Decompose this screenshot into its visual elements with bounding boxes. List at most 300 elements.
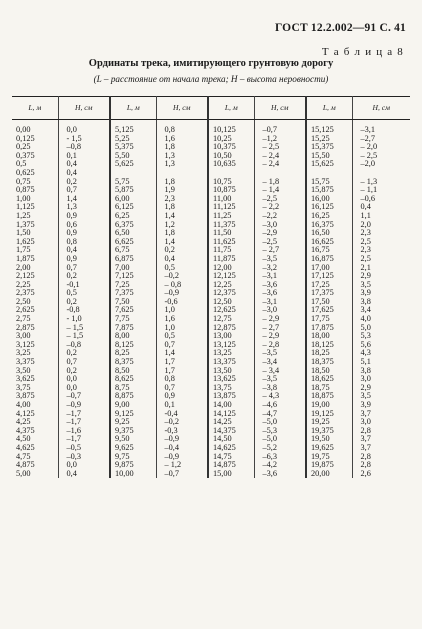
- cell-height: -0,3: [156, 427, 208, 436]
- cell-distance: 2,625: [12, 306, 58, 315]
- cell-distance: 13,50: [208, 367, 254, 376]
- cell-height: 0,0: [58, 120, 110, 135]
- cell-height: –2,9: [254, 229, 306, 238]
- cell-distance: 1,75: [12, 246, 58, 255]
- cell-height: –2,2: [254, 212, 306, 221]
- cell-height: 0,7: [58, 358, 110, 367]
- cell-distance: 9,50: [110, 435, 156, 444]
- cell-height: 0,8: [156, 120, 208, 135]
- cell-distance: 15,875: [306, 186, 352, 195]
- cell-distance: 16,375: [306, 221, 352, 230]
- cell-height: 2,5: [360, 236, 371, 246]
- cell-height: 0,2: [58, 178, 110, 187]
- cell-height: 0,5: [156, 332, 208, 341]
- cell-height: –3,0: [254, 221, 306, 230]
- cell-height: 3,9: [360, 288, 371, 298]
- column-header-h: H, см: [58, 97, 110, 120]
- cell-height: – 0,8: [156, 281, 208, 290]
- cell-distance: 12,00: [208, 264, 254, 273]
- cell-height: –3,6: [254, 289, 306, 298]
- cell-distance: 14,125: [208, 410, 254, 419]
- cell-height: 0,8: [156, 375, 208, 384]
- cell-height: –5,3: [254, 427, 306, 436]
- cell-distance: 15,00: [208, 470, 254, 479]
- cell-height: 0,4: [58, 470, 110, 479]
- cell-distance: 1,25: [12, 212, 58, 221]
- cell-height: 3,7: [360, 408, 371, 418]
- cell-height: 2,0: [360, 219, 371, 229]
- cell-distance: 4,50: [12, 435, 58, 444]
- cell-height: –2,7: [360, 133, 376, 143]
- table-header-row: [12, 97, 410, 120]
- cell-height: 3,5: [360, 279, 371, 289]
- cell-distance: 14,25: [208, 418, 254, 427]
- cell-height: –4,2: [254, 461, 306, 470]
- cell-distance: 11,125: [208, 203, 254, 212]
- cell-distance: 13,75: [208, 384, 254, 393]
- cell-distance: 6,875: [110, 255, 156, 264]
- cell-distance: 8,875: [110, 392, 156, 401]
- table-subtitle: (L – расстояние от начала трека; H – высота неровности): [93, 74, 329, 84]
- cell-distance: 12,50: [208, 298, 254, 307]
- cell-height: -0,6: [156, 298, 208, 307]
- cell-distance: 5,875: [110, 186, 156, 195]
- cell-distance: 16,50: [306, 229, 352, 238]
- cell-distance: 14,00: [208, 401, 254, 410]
- cell-height: – 2,4: [254, 152, 306, 161]
- cell-distance: 13,00: [208, 332, 254, 341]
- cell-height: -0,1: [58, 281, 110, 290]
- cell-distance: 16,25: [306, 212, 352, 221]
- cell-height: 1,0: [156, 324, 208, 333]
- cell-height: 0,4: [360, 202, 371, 212]
- cell-distance: 5,625: [110, 160, 156, 169]
- column-header-h: H, см: [156, 97, 208, 120]
- cell-height: –3,5: [254, 255, 306, 264]
- cell-height: - 1,0: [58, 315, 110, 324]
- cell-height: 1,7: [156, 367, 208, 376]
- cell-height: – 2,4: [254, 160, 306, 169]
- cell-distance: 17,50: [306, 298, 352, 307]
- cell-height: 0,8: [58, 238, 110, 247]
- cell-distance: 8,625: [110, 375, 156, 384]
- cell-height: 1,8: [156, 203, 208, 212]
- cell-height: –0,9: [58, 401, 110, 410]
- cell-height: – 1,5: [58, 324, 110, 333]
- cell-height: 0,2: [156, 246, 208, 255]
- cell-distance: 10,00: [110, 470, 156, 479]
- cell-height: -0,8: [58, 306, 110, 315]
- cell-distance: 6,50: [110, 229, 156, 238]
- cell-distance: 17,375: [306, 289, 352, 298]
- column-header-h: H, см: [352, 97, 410, 120]
- cell-height: –5,0: [254, 418, 306, 427]
- cell-distance: 10,375: [208, 143, 254, 152]
- cell-distance: 8,00: [110, 332, 156, 341]
- cell-distance: 12,375: [208, 289, 254, 298]
- cell-distance: 13,25: [208, 349, 254, 358]
- cell-height: –3,5: [254, 349, 306, 358]
- cell-distance: 11,875: [208, 255, 254, 264]
- cell-distance: 1,00: [12, 195, 58, 204]
- cell-distance: 18,00: [306, 332, 352, 341]
- cell-height: 2,9: [360, 382, 371, 392]
- cell-height: – 2,5: [254, 143, 306, 152]
- cell-distance: 19,125: [306, 410, 352, 419]
- cell-height: 3,9: [360, 400, 371, 409]
- cell-height: 3,4: [360, 305, 371, 315]
- cell-distance: 14,625: [208, 444, 254, 453]
- cell-height: –0,4: [156, 444, 208, 453]
- cell-height: 0,2: [58, 367, 110, 376]
- cell-height: –3,1: [254, 272, 306, 281]
- cell-height: 1,4: [58, 195, 110, 204]
- cell-height: 0,7: [156, 341, 208, 350]
- cell-height: 0,4: [58, 169, 110, 178]
- cell-distance: 10,875: [208, 186, 254, 195]
- cell-distance: 6,125: [110, 203, 156, 212]
- cell-distance: 4,375: [12, 427, 58, 436]
- cell-height: 0,5: [58, 289, 110, 298]
- ordinates-table: [12, 96, 410, 478]
- table-title: Ординаты трека, имитирующего грунтовую дорогу: [88, 58, 334, 69]
- cell-height: – 1,8: [254, 178, 306, 187]
- cell-distance: 13,875: [208, 392, 254, 401]
- cell-height: – 2,5: [360, 150, 378, 160]
- cell-height: –0,9: [156, 435, 208, 444]
- cell-distance: 9,875: [110, 461, 156, 470]
- cell-height: 2,5: [360, 253, 371, 263]
- cell-height: –3,6: [254, 281, 306, 290]
- cell-distance: 18,625: [306, 375, 352, 384]
- cell-distance: 13,625: [208, 375, 254, 384]
- cell-height: –0,6: [360, 193, 376, 203]
- cell-height: –1,7: [58, 435, 110, 444]
- cell-distance: 0,5: [12, 160, 58, 169]
- cell-height: – 1,4: [254, 186, 306, 195]
- cell-height: 0,1: [156, 401, 208, 410]
- cell-height: – 1,3: [360, 176, 378, 186]
- cell-height: 2,8: [360, 451, 371, 461]
- cell-distance: 9,25: [110, 418, 156, 427]
- cell-height: –3,6: [254, 470, 306, 479]
- cell-height: –2,5: [254, 195, 306, 204]
- cell-height: –4,6: [254, 401, 306, 410]
- cell-height: – 3,4: [254, 367, 306, 376]
- cell-distance: 17,125: [306, 272, 352, 281]
- cell-distance: 16,75: [306, 246, 352, 255]
- cell-distance: 7,75: [110, 315, 156, 324]
- cell-distance: 3,625: [12, 375, 58, 384]
- cell-distance: 3,50: [12, 367, 58, 376]
- cell-distance: 19,875: [306, 461, 352, 470]
- cell-height: 5,1: [360, 357, 371, 367]
- cell-distance: 4,625: [12, 444, 58, 453]
- cell-height: – 2,9: [254, 315, 306, 324]
- cell-distance: 7,00: [110, 264, 156, 273]
- cell-height: – 1,1: [360, 185, 378, 195]
- cell-distance: 19,75: [306, 453, 352, 462]
- cell-height: -0,4: [156, 410, 208, 419]
- cell-distance: 10,25: [208, 135, 254, 144]
- cell-height: –0,9: [156, 453, 208, 462]
- cell-distance: 15,625: [306, 160, 352, 169]
- cell-distance: 19,25: [306, 418, 352, 427]
- cell-height: –0,3: [58, 453, 110, 462]
- cell-height: – 1,2: [156, 461, 208, 470]
- cell-distance: 13,375: [208, 358, 254, 367]
- cell-height: 1,1: [360, 210, 371, 220]
- cell-height: –6,3: [254, 453, 306, 462]
- cell-height: 4,0: [360, 314, 371, 324]
- cell-distance: 11,375: [208, 221, 254, 230]
- cell-height: 3,0: [360, 374, 371, 384]
- cell-distance: 5,50: [110, 152, 156, 161]
- cell-height: 3,8: [360, 296, 371, 306]
- column-header-l: L, м: [12, 97, 58, 120]
- cell-distance: 11,625: [208, 238, 254, 247]
- cell-height: – 2,7: [254, 324, 306, 333]
- cell-height: 0,7: [58, 264, 110, 273]
- cell-distance: 11,75: [208, 246, 254, 255]
- cell-height: –0,7: [156, 470, 208, 479]
- cell-distance: 17,75: [306, 315, 352, 324]
- cell-distance: 0,00: [12, 120, 58, 135]
- cell-distance: 17,625: [306, 306, 352, 315]
- cell-height: –3,4: [254, 358, 306, 367]
- cell-height: –0,2: [156, 272, 208, 281]
- cell-distance: 18,75: [306, 384, 352, 393]
- cell-height: 3,7: [360, 442, 371, 452]
- cell-distance: 9,375: [110, 427, 156, 436]
- cell-distance: 2,375: [12, 289, 58, 298]
- cell-height: –0,8: [58, 143, 110, 152]
- cell-distance: 18,375: [306, 358, 352, 367]
- cell-distance: 0,75: [12, 178, 58, 187]
- cell-distance: 5,75: [110, 178, 156, 187]
- cell-distance: 14,50: [208, 435, 254, 444]
- cell-distance: 3,875: [12, 392, 58, 401]
- cell-distance: 12,875: [208, 324, 254, 333]
- cell-height: 5,3: [360, 331, 371, 341]
- cell-height: 2,3: [156, 195, 208, 204]
- cell-distance: 15,50: [306, 152, 352, 161]
- cell-distance: 1,625: [12, 238, 58, 247]
- cell-height: –0,7: [58, 392, 110, 401]
- cell-distance: 4,875: [12, 461, 58, 470]
- cell-distance: 8,125: [110, 341, 156, 350]
- cell-height: 0,2: [58, 349, 110, 358]
- cell-distance: 11,00: [208, 195, 254, 204]
- column-header-l: L, м: [110, 97, 156, 120]
- cell-distance: 16,875: [306, 255, 352, 264]
- cell-distance: 6,75: [110, 246, 156, 255]
- table-label: Т а б л и ц а 8: [321, 46, 404, 58]
- cell-height: - 1,5: [58, 135, 110, 144]
- cell-height: [254, 169, 306, 178]
- cell-height: 2,1: [360, 262, 371, 272]
- cell-distance: 6,25: [110, 212, 156, 221]
- cell-distance: 2,50: [12, 298, 58, 307]
- cell-distance: 7,625: [110, 306, 156, 315]
- cell-height: 5,0: [360, 322, 371, 332]
- cell-height: –4,7: [254, 410, 306, 419]
- cell-height: – 2,0: [360, 142, 378, 152]
- cell-distance: 0,875: [12, 186, 58, 195]
- cell-height: –3,1: [254, 298, 306, 307]
- cell-height: 1,0: [156, 306, 208, 315]
- cell-height: 1,8: [156, 178, 208, 187]
- cell-height: 1,4: [156, 212, 208, 221]
- cell-distance: 0,625: [12, 169, 58, 178]
- cell-distance: 18,875: [306, 392, 352, 401]
- cell-height: 2,8: [360, 425, 371, 435]
- cell-height: 2,6: [360, 468, 371, 478]
- cell-height: –0,7: [254, 120, 306, 135]
- cell-distance: 2,00: [12, 264, 58, 273]
- cell-height: 3,0: [360, 417, 371, 427]
- cell-height: –2,5: [254, 238, 306, 247]
- cell-height: 0,6: [58, 221, 110, 230]
- cell-height: 0,9: [58, 255, 110, 264]
- cell-height: 1,3: [156, 152, 208, 161]
- cell-height: 1,9: [156, 186, 208, 195]
- cell-distance: 10,125: [208, 120, 254, 135]
- cell-distance: 1,875: [12, 255, 58, 264]
- cell-height: 0,9: [156, 392, 208, 401]
- cell-distance: 16,00: [306, 195, 352, 204]
- cell-distance: 9,00: [110, 401, 156, 410]
- cell-distance: 13,125: [208, 341, 254, 350]
- cell-height: –1,7: [58, 418, 110, 427]
- cell-distance: 4,00: [12, 401, 58, 410]
- cell-distance: 3,375: [12, 358, 58, 367]
- cell-distance: 15,25: [306, 135, 352, 144]
- page-header: ГОСТ 12.2.002—91 С. 41: [274, 22, 406, 34]
- cell-distance: 8,50: [110, 367, 156, 376]
- cell-height: 1,4: [156, 349, 208, 358]
- cell-distance: 15,75: [306, 178, 352, 187]
- cell-height: 0,5: [156, 264, 208, 273]
- cell-distance: 5,125: [110, 120, 156, 135]
- cell-distance: 15,375: [306, 143, 352, 152]
- cell-distance: 0,125: [12, 135, 58, 144]
- cell-height: [156, 169, 208, 178]
- cell-distance: 11,25: [208, 212, 254, 221]
- cell-distance: 12,125: [208, 272, 254, 281]
- cell-distance: 14,875: [208, 461, 254, 470]
- cell-distance: 2,75: [12, 315, 58, 324]
- cell-height: 0,7: [58, 186, 110, 195]
- cell-distance: 16,125: [306, 203, 352, 212]
- cell-distance: 5,00: [12, 470, 58, 479]
- cell-distance: 4,25: [12, 418, 58, 427]
- cell-distance: 2,125: [12, 272, 58, 281]
- cell-distance: 1,50: [12, 229, 58, 238]
- cell-distance: 19,00: [306, 401, 352, 410]
- cell-height: 0,4: [156, 255, 208, 264]
- cell-height: 0,2: [58, 298, 110, 307]
- cell-height: –0,2: [156, 418, 208, 427]
- cell-height: – 2,7: [254, 246, 306, 255]
- cell-height: 2,3: [360, 245, 371, 255]
- column-header-l: L, м: [306, 97, 352, 120]
- cell-height: 2,8: [360, 460, 371, 470]
- cell-distance: 14,75: [208, 453, 254, 462]
- cell-height: –0,5: [58, 444, 110, 453]
- cell-distance: 9,75: [110, 453, 156, 462]
- cell-distance: 6,375: [110, 221, 156, 230]
- cell-distance: 1,375: [12, 221, 58, 230]
- cell-distance: 5,25: [110, 135, 156, 144]
- cell-height: 1,4: [156, 238, 208, 247]
- cell-height: –3,8: [254, 384, 306, 393]
- cell-distance: 3,25: [12, 349, 58, 358]
- cell-height: –3,0: [254, 306, 306, 315]
- cell-height: 2,3: [360, 228, 371, 238]
- cell-distance: 8,75: [110, 384, 156, 393]
- cell-height: 1,8: [156, 143, 208, 152]
- cell-height: 0,0: [58, 375, 110, 384]
- cell-height: 1,6: [156, 315, 208, 324]
- cell-height: –1,7: [58, 410, 110, 419]
- cell-distance: 10,75: [208, 178, 254, 187]
- cell-height: –1,2: [254, 135, 306, 144]
- cell-height: 1,3: [156, 160, 208, 169]
- cell-distance: 9,625: [110, 444, 156, 453]
- cell-distance: 16,625: [306, 238, 352, 247]
- cell-distance: 1,125: [12, 203, 58, 212]
- cell-height: – 4,3: [254, 392, 306, 401]
- cell-height: 1,3: [58, 203, 110, 212]
- cell-height: –2,0: [360, 159, 376, 169]
- cell-distance: 10,50: [208, 152, 254, 161]
- cell-distance: 14,375: [208, 427, 254, 436]
- cell-distance: 12,75: [208, 315, 254, 324]
- cell-height: 0,0: [58, 461, 110, 470]
- cell-distance: 8,375: [110, 358, 156, 367]
- cell-distance: 7,125: [110, 272, 156, 281]
- cell-distance: 6,00: [110, 195, 156, 204]
- cell-height: 0,7: [156, 384, 208, 393]
- cell-distance: 7,375: [110, 289, 156, 298]
- cell-distance: 18,125: [306, 341, 352, 350]
- cell-height: 0,4: [58, 246, 110, 255]
- cell-distance: 17,875: [306, 324, 352, 333]
- cell-distance: 8,25: [110, 349, 156, 358]
- cell-height: 0,4: [58, 160, 110, 169]
- cell-height: –1,6: [58, 427, 110, 436]
- cell-distance: 12,625: [208, 306, 254, 315]
- cell-distance: 3,125: [12, 341, 58, 350]
- cell-height: –3,1: [360, 125, 376, 134]
- cell-height: 0,9: [58, 212, 110, 221]
- cell-height: 0,2: [58, 272, 110, 281]
- cell-height: 0,0: [58, 384, 110, 393]
- cell-distance: 18,50: [306, 367, 352, 376]
- cell-distance: 18,25: [306, 349, 352, 358]
- cell-distance: 20,00: [306, 470, 352, 479]
- table-row: [12, 470, 410, 479]
- cell-distance: 7,50: [110, 298, 156, 307]
- cell-distance: 19,50: [306, 435, 352, 444]
- cell-height: 1,7: [156, 358, 208, 367]
- cell-height: 0,1: [58, 152, 110, 161]
- cell-height: – 2,2: [254, 203, 306, 212]
- cell-height: –3,5: [254, 375, 306, 384]
- cell-height: – 2,9: [254, 332, 306, 341]
- cell-height: –3,2: [254, 264, 306, 273]
